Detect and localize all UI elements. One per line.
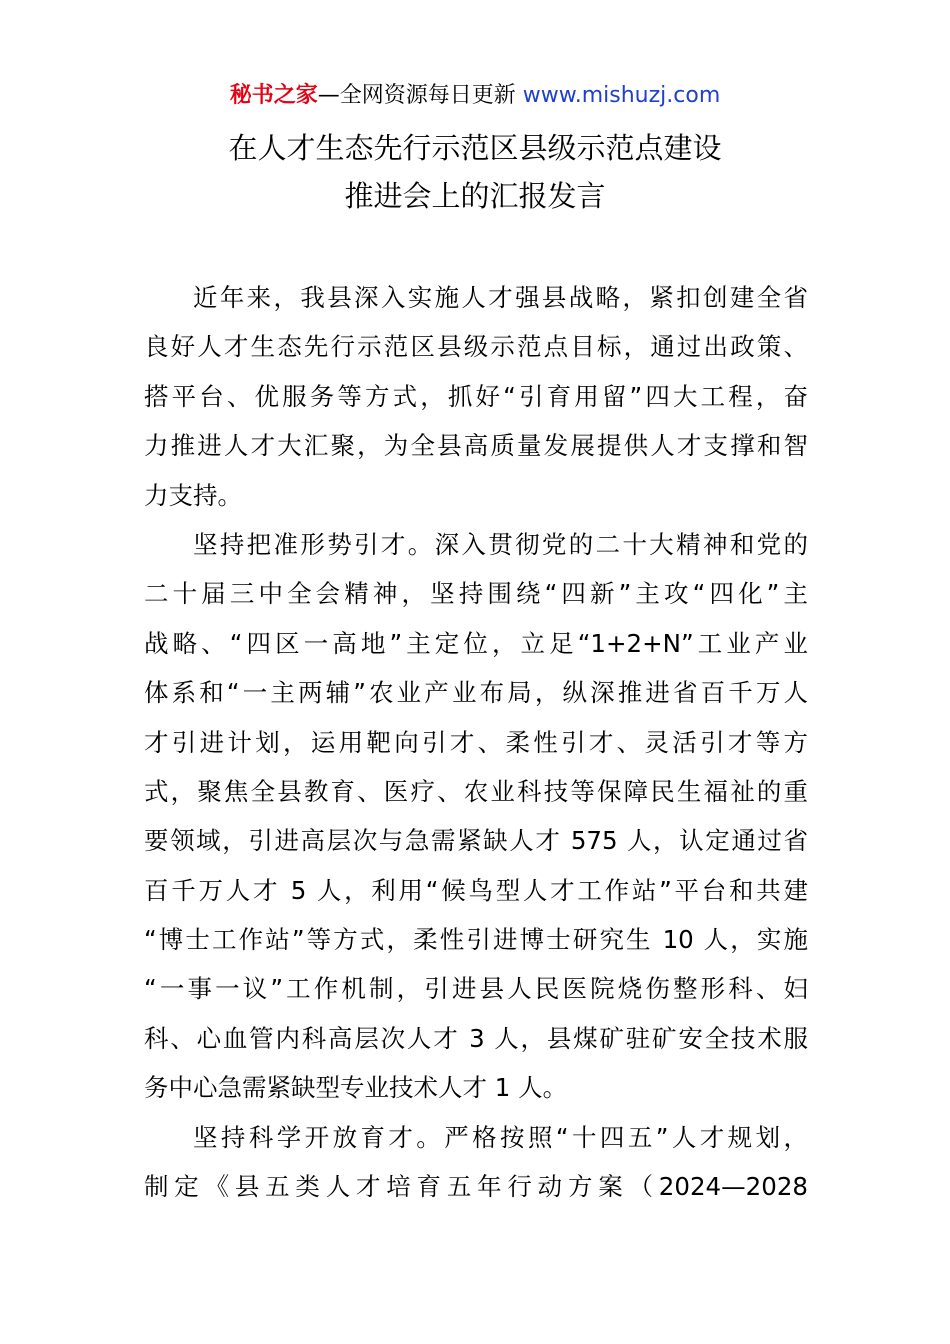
text-line: 百千万人才 5 人，利用“候鸟型人才工作站”平台和共建 (144, 875, 808, 905)
text-line: 二十届三中全会精神，坚持围绕“四新”主攻“四化”主 (144, 579, 808, 609)
text-line: 务中心急需紧缺型专业技术人才 1 人。 (144, 1073, 568, 1103)
site-url-link[interactable]: www.mishuzj.com (522, 83, 721, 108)
text-line: “博士工作站”等方式，柔性引进博士研究生 10 人，实施 (144, 925, 808, 955)
text-line: 力推进人才大汇聚，为全县高质量发展提供人才支撑和智 (144, 431, 808, 461)
text-line: 坚持把准形势引才。深入贯彻党的二十大精神和党的 (193, 529, 808, 559)
text-line: 良好人才生态先行示范区县级示范点目标，通过出政策、 (144, 332, 808, 362)
text-line: 体系和“一主两辅”农业产业布局，纵深推进省百千万人 (144, 678, 808, 708)
paragraph-2 (144, 520, 808, 1113)
title-line-2: 推进会上的汇报发言 (344, 179, 606, 213)
paragraph-1 (144, 273, 808, 520)
text-line: 坚持科学开放育才。严格按照“十四五”人才规划， (193, 1122, 808, 1152)
text-line: 搭平台、优服务等方式，抓好“引育用留”四大工程，奋 (144, 381, 808, 411)
paragraph-3 (144, 1113, 808, 1212)
text-line: 才引进计划，运用靶向引才、柔性引才、灵活引才等方 (144, 727, 808, 757)
document-body (144, 273, 808, 1211)
document-title (0, 124, 950, 220)
text-line: 制定《县五类人才培育五年行动方案（2024—2028 (144, 1172, 808, 1202)
title-line-1: 在人才生态先行示范区县级示范点建设 (228, 131, 722, 165)
text-line: 力支持。 (144, 480, 242, 510)
site-tagline: —全网资源每日更新 (317, 83, 516, 108)
text-line: 式，聚焦全县教育、医疗、农业科技等保障民生福祉的重 (144, 776, 808, 806)
site-brand: 秘书之家 (229, 83, 318, 108)
site-header (0, 80, 950, 112)
text-line: 科、心血管内科高层次人才 3 人，县煤矿驻矿安全技术服 (144, 1023, 808, 1053)
text-line: 要领域，引进高层次与急需紧缺人才 575 人，认定通过省 (144, 826, 808, 856)
text-line: 近年来，我县深入实施人才强县战略，紧扣创建全省 (193, 283, 808, 312)
text-line: 战略、“四区一高地”主定位，立足“1+2+N”工业产业 (144, 628, 808, 658)
text-line: “一事一议”工作机制，引进县人民医院烧伤整形科、妇 (144, 974, 808, 1004)
